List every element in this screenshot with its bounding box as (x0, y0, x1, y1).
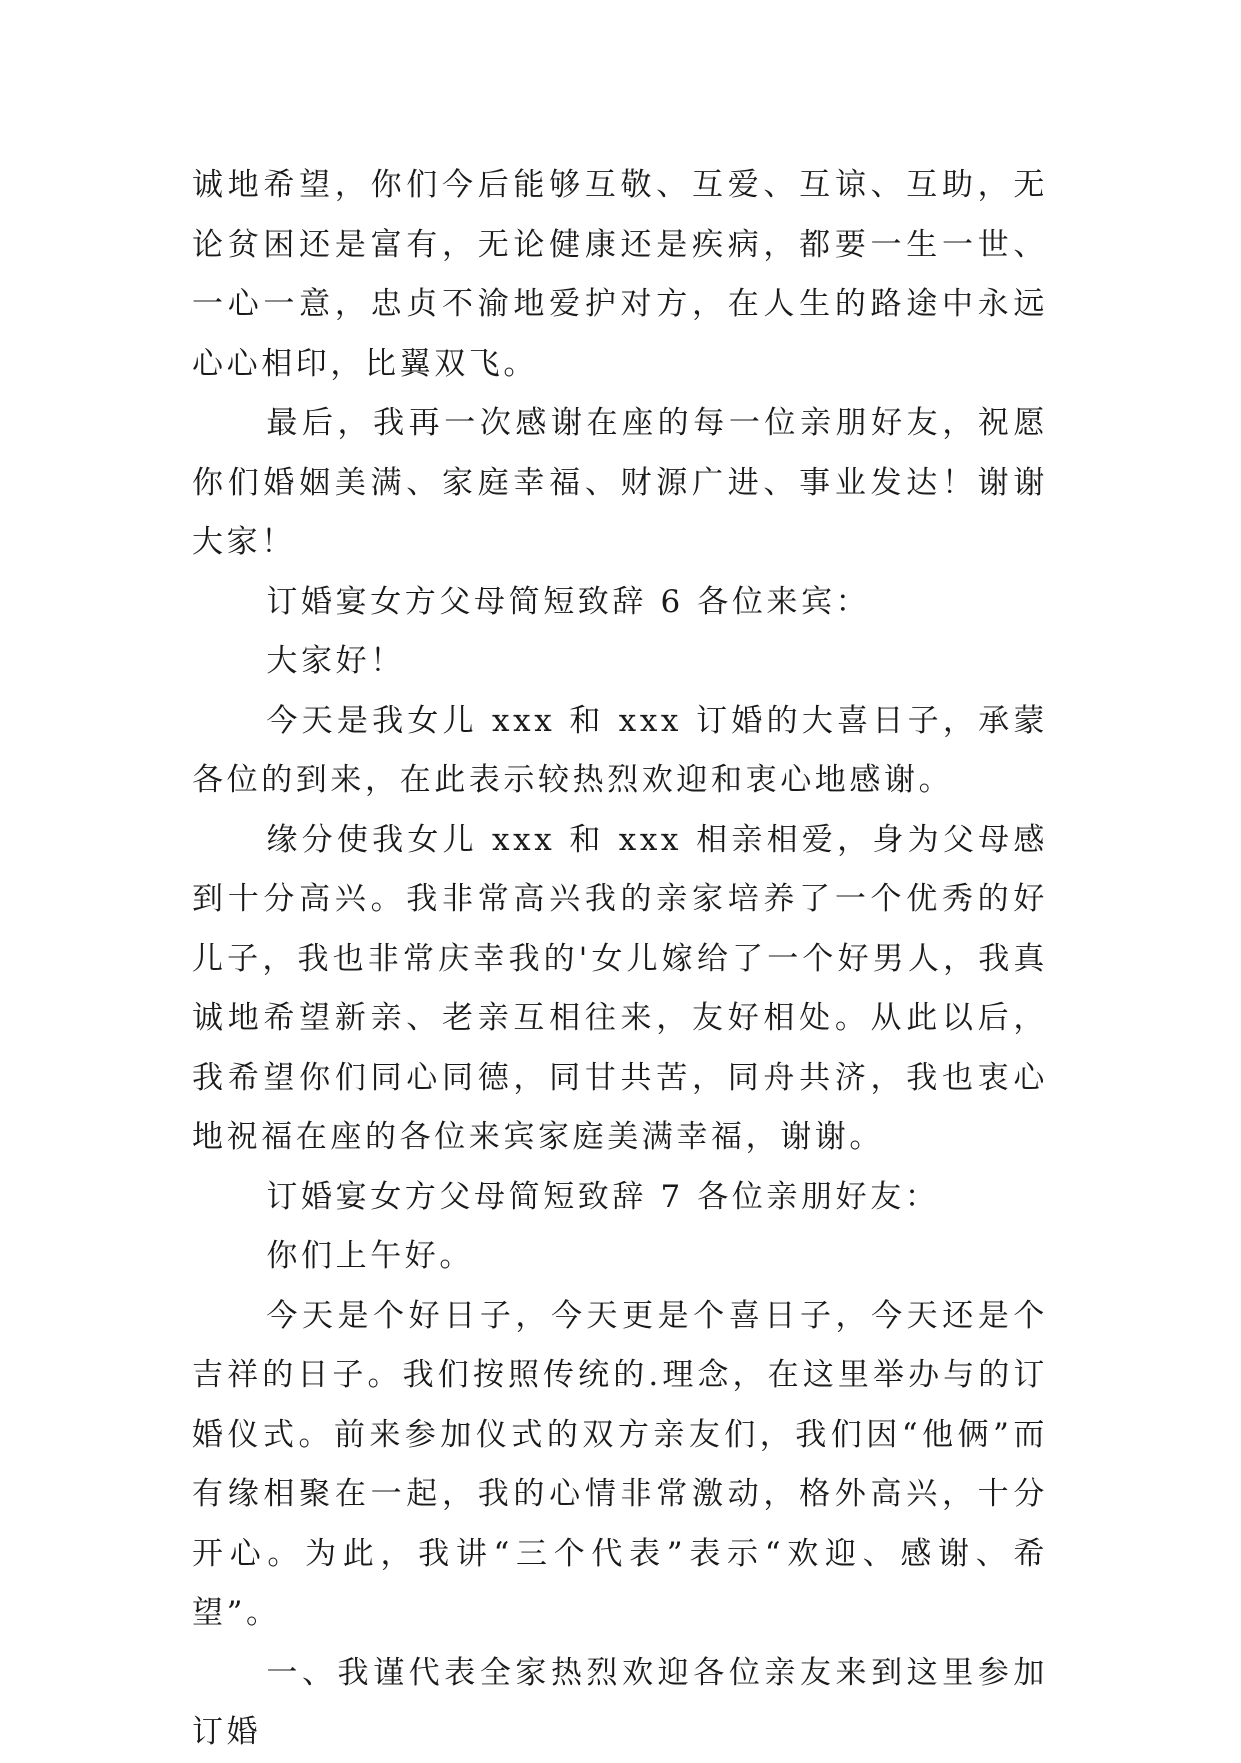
paragraph-ceremony: 今天是个好日子，今天更是个喜日子，今天还是个吉祥的日子。我们按照传统的.理念，在这里举办与的订婚仪式。前来参加仪式的双方亲友们，我们因“他俩”而有缘相聚在一起，我的心情非常激动，格外高兴，十分开心。为此，我讲“三个代表”表示“欢迎、感谢、希望”。 (192, 1297, 1048, 1631)
paragraph-greeting: 大家好！ (266, 643, 405, 679)
paragraph-closing-thanks: 最后，我再一次感谢在座的每一位亲朋好友，祝愿你们婚姻美满、家庭幸福、财源广进、事业发达！谢谢大家！ (192, 405, 1048, 560)
paragraph-continuation: 诚地希望，你们今后能够互敬、互爱、互谅、互助，无论贫困还是富有，无论健康还是疾病，都要一生一世、一心一意，忠贞不渝地爱护对方，在人生的路途中永远心心相印，比翼双飞。 (192, 167, 1048, 382)
paragraph-speech-7-heading: 订婚宴女方父母简短致辞 7 各位亲朋好友： (266, 1178, 940, 1215)
paragraph-morning-greeting: 你们上午好。 (266, 1238, 474, 1274)
document-body (192, 156, 1048, 1763)
paragraph-welcome: 今天是我女儿 xxx 和 xxx 订婚的大喜日子，承蒙各位的到来，在此表示较热烈欢迎和衷心地感谢。 (192, 702, 1048, 798)
paragraph-blessing: 缘分使我女儿 xxx 和 xxx 相亲相爱，身为父母感到十分高兴。我非常高兴我的亲家培养了一个优秀的好儿子，我也非常庆幸我的'女儿嫁给了一个好男人，我真诚地希望新亲、老亲互相往来，友好相处。从此以后，我希望你们同心同德，同甘共苦，同舟共济，我也衷心地祝福在座的各位来宾家庭美满幸福，谢谢。 (192, 821, 1048, 1155)
paragraph-speech-6-heading: 订婚宴女方父母简短致辞 6 各位来宾： (266, 583, 871, 620)
paragraph-first-point: 一、我谨代表全家热烈欢迎各位亲友来到这里参加订婚 (192, 1654, 1048, 1750)
